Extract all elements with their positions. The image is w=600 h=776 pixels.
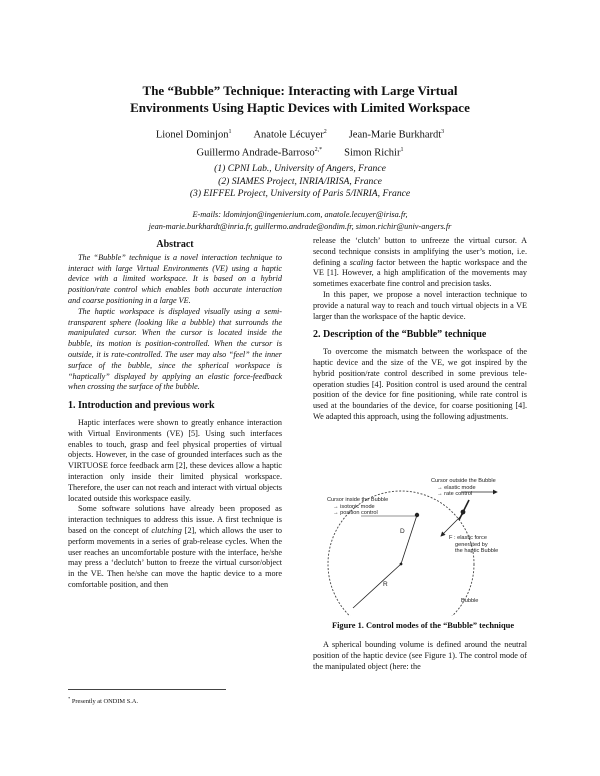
body-paragraph: Some software solutions have already been proposed as interaction techniques to address this issue. A first technique is based on the concept of clutching [2], which allows the user to perform movements in a series of grab-release cycles. When the user reaches an uncomfortable posture with the interface, he/she may press a ‘declutch’ button to freeze the virtual cursor/object in the VE. Then he/she can move the haptic device to a more comfortable position, and then xyxy=(68,504,282,589)
figure-caption: Figure 1. Control modes of the “Bubble” technique xyxy=(331,621,515,630)
label-bubble: Bubble xyxy=(461,598,479,604)
email-line: jean-marie.burkhardt@inria.fr, guillermo.andrade@ondim.fr, simon.richir@univ-angers.fr xyxy=(148,221,452,231)
inside-cursor xyxy=(415,513,419,517)
abstract-paragraph: The “Bubble” technique is a novel interaction technique to interact with large Virtual Environments (VE) using a haptic device with a limited workspace. It is based on a hybrid position/rate control which enables both accurate interaction and coarse positioning in a large VE. xyxy=(68,252,282,305)
body-paragraph: Haptic interfaces were shown to greatly enhance interaction with Virtual Environments (VE) [5]. Using such interfaces enables to touch, grasp and feel physical properties of virtual objects. However, in the case of grounded interfaces such as the VIRTUOSE force feedback arm [2], these devices allow a haptic interaction only inside their limited physical workspace. Therefore, the user can not reach and interact with virtual objects located outside this workspace easily. xyxy=(68,417,282,503)
author-row-1 xyxy=(60,125,540,143)
label-r: R xyxy=(383,581,388,588)
paper-title xyxy=(60,82,540,116)
author: Simon Richir$^1$ xyxy=(344,146,404,158)
section-heading: 1. Introduction and previous work xyxy=(68,400,215,412)
label-inside: Cursor inside the Bubble → isotonic mode → position control xyxy=(327,497,389,516)
abstract xyxy=(68,240,282,393)
affiliation: (2) SIAMES Project, INRIA/IRISA, France xyxy=(218,175,382,187)
affiliation: (1) CPNI Lab., University of Angers, France xyxy=(214,163,386,174)
affiliation: (3) EIFFEL Project, University of Paris 5/INRIA, France xyxy=(189,188,411,199)
label-d: D xyxy=(400,528,405,535)
body-paragraph: To overcome the mismatch between the workspace of the haptic device and the size of the VE, we got inspired by the hybrid position/rate control described in some previous tele-operation studies [4]. Position control is used around the central position of the device for fine positioning, while rate control is used at the boundaries of the device, for coarse positioning [4]. We adapted this approach, using the following adjustments. xyxy=(313,347,527,421)
email-line: E-mails: ldominjon@ingenierium.com, anatole.lecuyer@irisa.fr, xyxy=(192,210,408,219)
radius-line xyxy=(353,564,401,608)
footnote-rule xyxy=(68,689,226,690)
author: Guillermo Andrade-Barroso$^{2,*}$ xyxy=(196,146,323,158)
affiliations xyxy=(60,163,540,201)
label-force: F : elastic force generated by the haptic Bubble xyxy=(449,535,499,554)
device-stylus xyxy=(459,500,469,520)
figure-1 xyxy=(313,478,533,616)
abstract-paragraph: The haptic workspace is displayed visually using a semi-transparent sphere (looking like a bubble) that surrounds the manipulated cursor. When the cursor is located inside the bubble, its motion is position-controlled. When the cursor is outside, it is rate-controlled. The user may also “feel” the inner surface of the bubble, since the spherical workspace is “haptically” displayed by applying an elastic force-feedback when crossing the surface of the bubble. xyxy=(68,306,282,392)
title-line-2: Environments Using Haptic Devices with Limited Workspace xyxy=(130,100,470,115)
left-column xyxy=(68,240,282,591)
right-column xyxy=(313,236,527,423)
abstract-heading: Abstract xyxy=(156,239,194,250)
author-row-2 xyxy=(60,143,540,161)
author: Anatole Lécuyer$^2$ xyxy=(253,129,327,141)
label-outside: Cursor outside the Bubble → elastic mode → rate control xyxy=(431,478,496,497)
title-line-1: The “Bubble” Technique: Interacting with Large Virtual xyxy=(142,83,458,98)
distance-line xyxy=(401,515,417,564)
right-column-continued xyxy=(313,640,527,672)
emails xyxy=(60,209,540,232)
author: Jean-Marie Burkhardt$^3$ xyxy=(348,129,445,141)
body-paragraph: release the ‘clutch’ button to unfreeze the virtual cursor. A second technique consists in amplifying the user’s motion, i.e. defining a scaling factor between the haptic workspace and the VE [1]. However, a high amplification of the movements may sometimes exacerbate fine control and precision tasks. xyxy=(313,236,527,289)
section-heading: 2. Description of the “Bubble” technique xyxy=(313,329,487,341)
body-paragraph: A spherical bounding volume is defined around the neutral position of the haptic device (see Figure 1). The control mode of the manipulated object (here: the xyxy=(313,640,527,671)
author-list xyxy=(60,125,540,160)
center-point xyxy=(400,563,403,566)
author: Lionel Dominjon$^1$ xyxy=(155,129,232,141)
footnote: * Presently at ONDIM S.A. xyxy=(68,696,139,706)
body-paragraph: In this paper, we propose a novel interaction technique to provide a natural way to reach and touch virtual objects in a VE larger than the workspace of the haptic device. xyxy=(313,289,527,321)
